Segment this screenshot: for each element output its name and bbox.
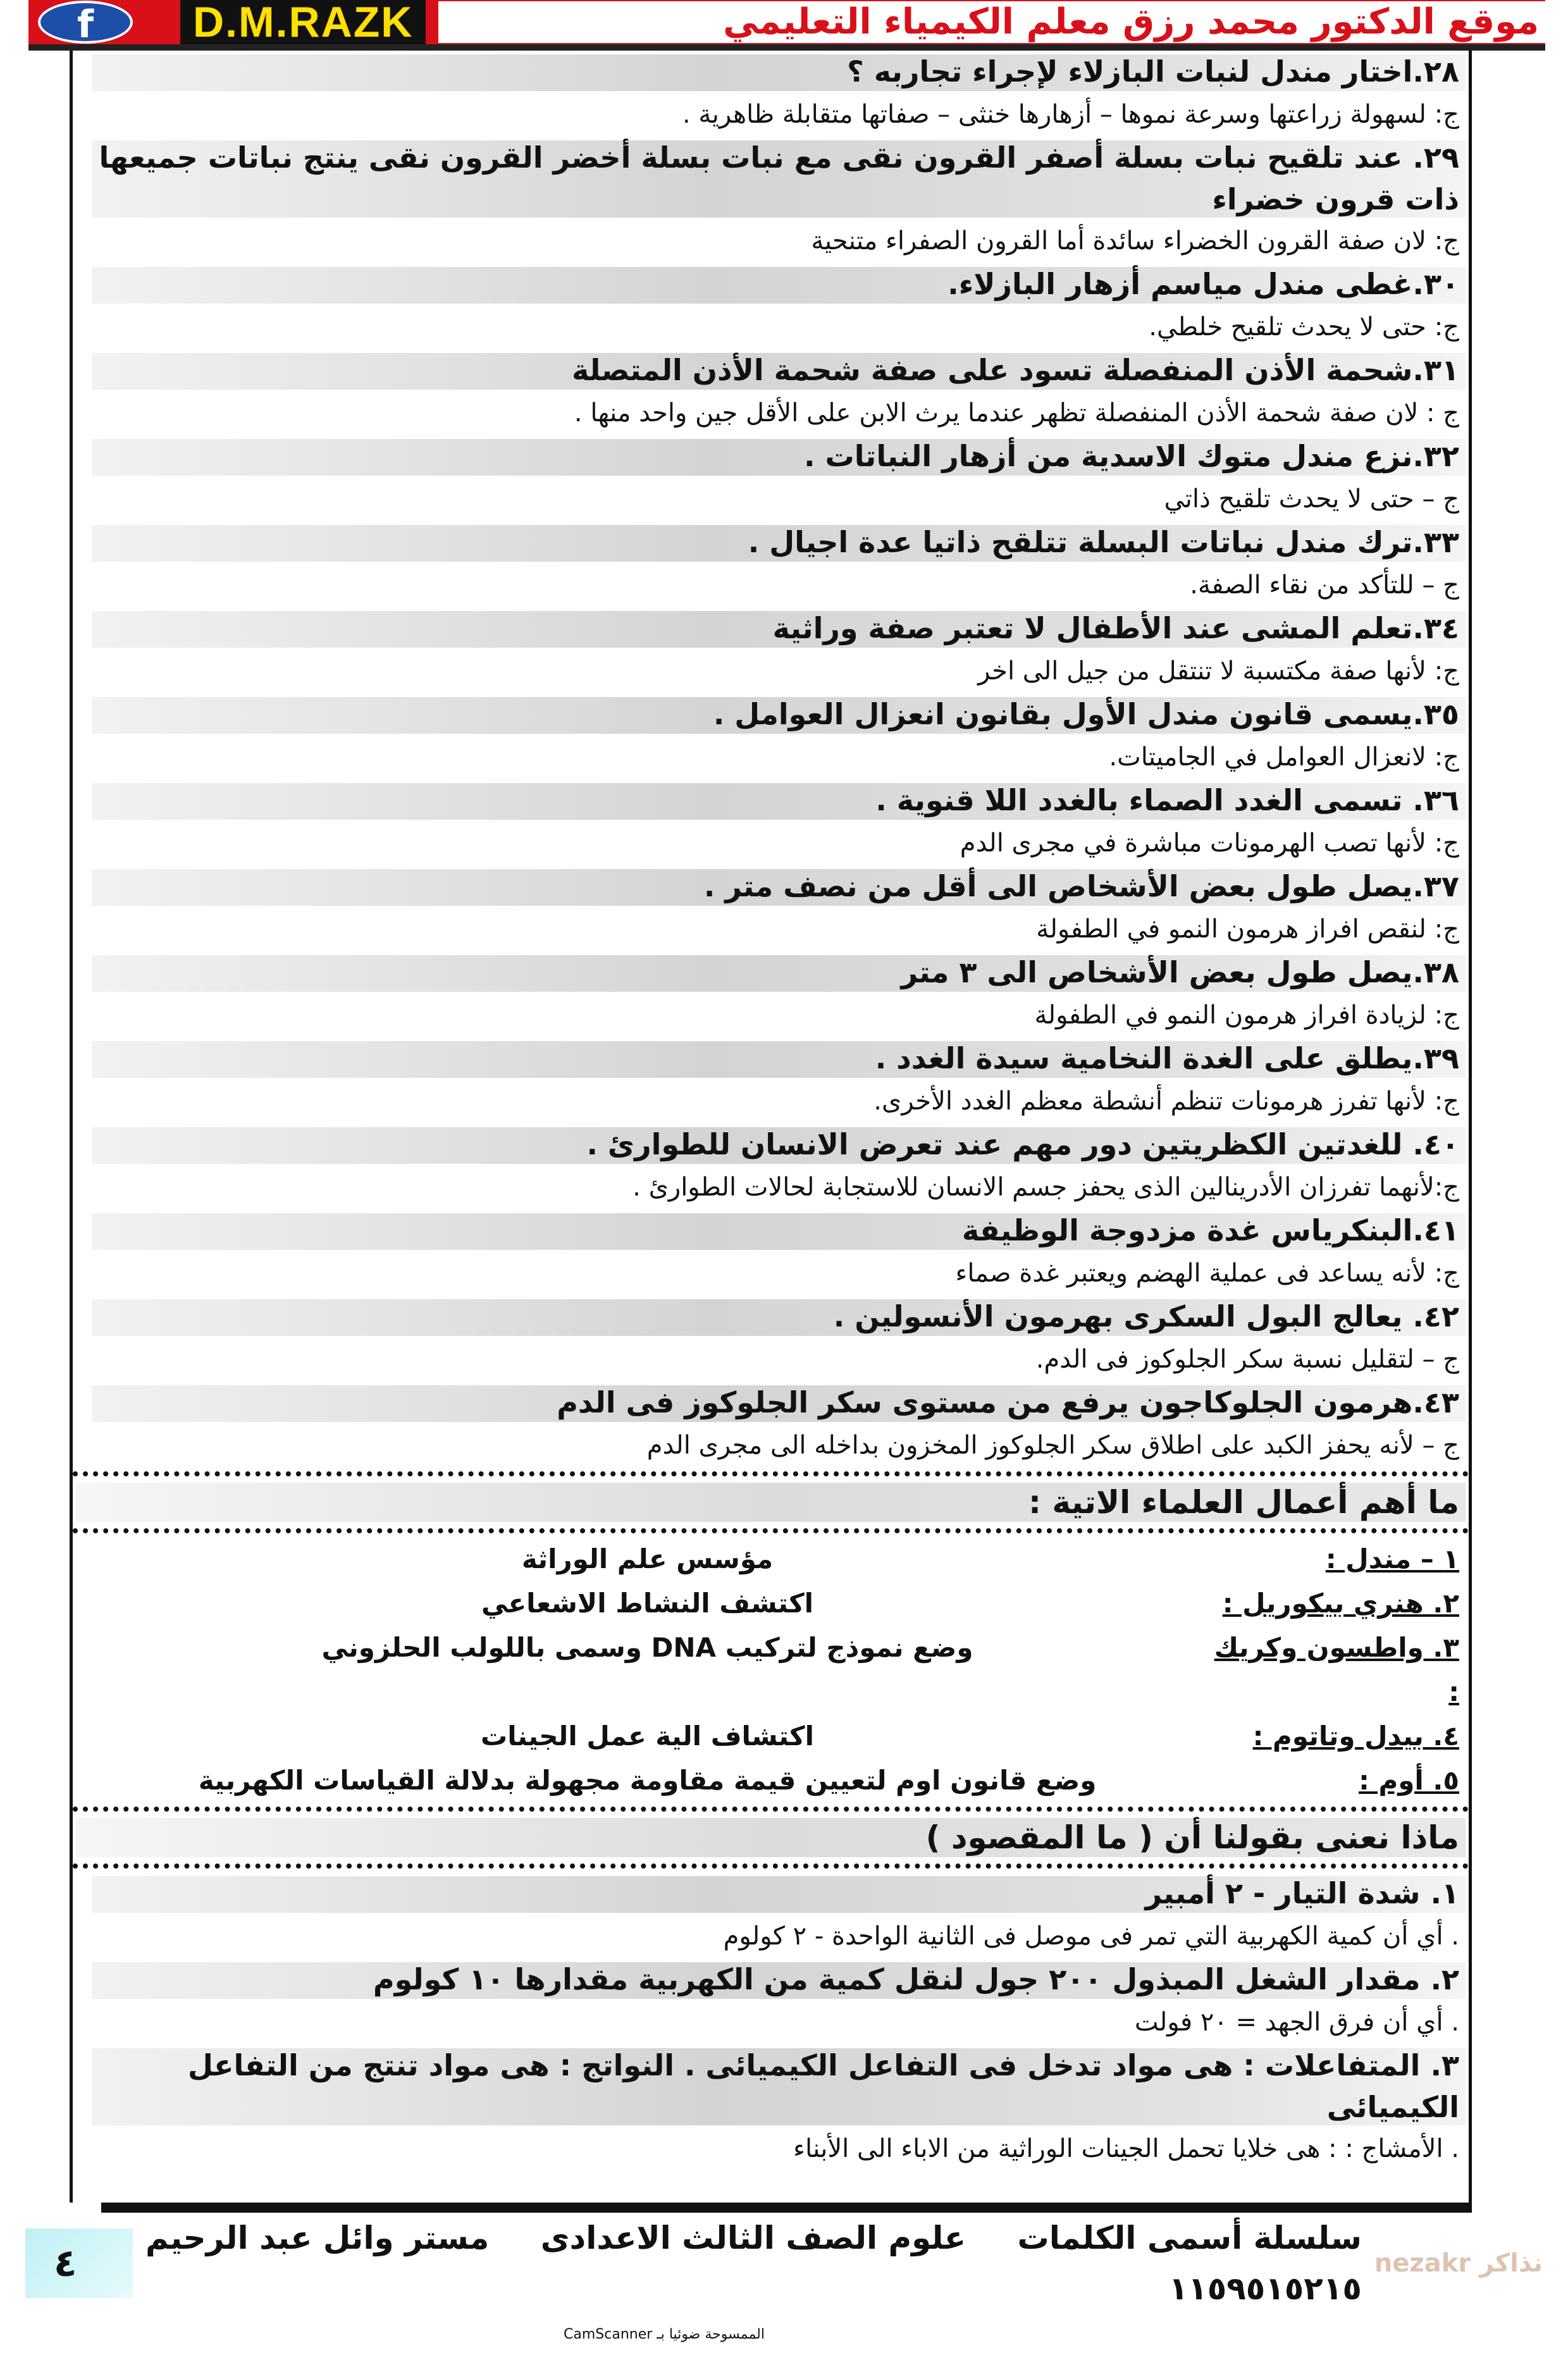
question: ٣١.شحمة الأذن المنفصلة تسود على صفة شحمة الأذن المتصلة (76, 349, 1466, 392)
footer-divider (101, 2203, 1472, 2213)
question: ٣٤.تعلم المشى عند الأطفال لا تعتبر صفة وراثية (76, 607, 1466, 650)
scientist-name: ٣. واطسون وكريك : (1214, 1632, 1459, 1707)
question: ٢٨.اختار مندل لنبات البازلاء لإجراء تجاربه ؟ (76, 51, 1466, 94)
footer-text (133, 2213, 1374, 2314)
scientist-name: ٢. هنري بيكوريل : (1222, 1588, 1459, 1619)
meaning-explanation: . أي أن فرق الجهد = ٢٠ فولت (1134, 2008, 1459, 2037)
header-bar (28, 0, 1545, 51)
footer-teacher: مستر وائل عبد الرحيم (145, 2220, 490, 2256)
answer: ج: لأنها تفرز هرمونات تنظم أنشطة معظم الغدد الأخرى. (874, 1087, 1459, 1116)
scientist-work: مؤسس علم الوراثة (521, 1543, 774, 1574)
scientist-row (76, 1626, 1466, 1714)
answer: ج: لزيادة افراز هرمون النمو في الطفولة (1034, 1001, 1459, 1030)
dotted-divider (73, 1471, 1469, 1476)
scientist-name: ٤. بيدل وتاتوم : (1252, 1721, 1459, 1752)
answer: ج : لان صفة شحمة الأذن المنفصلة تظهر عندما يرث الابن على الأقل جين واحد منها . (574, 399, 1459, 428)
question: ٢٩. عند تلقيح نبات بسلة أصفر القرون نقى مع نبات بسلة أخضر القرون نقى ينتج نباتات جميعها ذات قرون خضراء (76, 137, 1466, 220)
dotted-divider (73, 1807, 1469, 1812)
scientist-row (76, 1714, 1466, 1759)
answer: ج: لأنها تصب الهرمونات مباشرة في مجرى الدم (960, 829, 1459, 858)
answer: ج: حتى لا يحدث تلقيح خلطي. (1149, 312, 1459, 342)
dotted-divider (73, 1528, 1469, 1533)
scientist-work: وضع نموذج لتركيب DNA وسمى باللولب الحلزوني (321, 1632, 973, 1663)
scientist-row (76, 1581, 1466, 1626)
scientist-name: ١ – مندل : (1325, 1543, 1459, 1574)
section-heading-meanings: ماذا نعنى بقولنا أن ( ما المقصود ) (76, 1815, 1466, 1860)
answer: ج – لتقليل نسبة سكر الجلوكوز فى الدم. (1035, 1345, 1459, 1374)
question: ٤٢. يعالج البول السكرى بهرمون الأنسولين . (76, 1295, 1466, 1338)
answer: ج – لأنه يحفز الكبد على اطلاق سكر الجلوكوز المخزون بداخله الى مجرى الدم (646, 1431, 1459, 1460)
question: ٤١.البنكرياس غدة مزدوجة الوظيفة (76, 1209, 1466, 1252)
scientist-row (76, 1537, 1466, 1581)
meaning-term: ١. شدة التيار - ٢ أمبير (76, 1872, 1466, 1915)
facebook-icon: f (38, 1, 133, 44)
scientist-name: ٥. أوم : (1359, 1765, 1459, 1796)
answer: ج: لانعزال العوامل في الجاميتات. (1109, 743, 1459, 772)
question: ٣٨.يصل طول بعض الأشخاص الى ٣ متر (76, 951, 1466, 994)
bottom-spacer (76, 2171, 1466, 2203)
answer: ج: لان صفة القرون الخضراء سائدة أما القرون الصفراء متنحية (811, 226, 1459, 256)
footer (25, 2213, 1543, 2314)
question: ٣٧.يصل طول بعض الأشخاص الى أقل من نصف متر . (76, 865, 1466, 908)
footer-subject: علوم الصف الثالث الاعدادى (540, 2220, 966, 2256)
answer: ج: لأنه يساعد فى عملية الهضم ويعتبر غدة صماء (955, 1259, 1459, 1288)
answer: ج:لأنهما تفرزان الأدرينالين الذى يحفز جسم الانسان للاستجابة لحالات الطوارئ . (633, 1173, 1459, 1202)
meaning-explanation: . أي أن كمية الكهربية التي تمر فى موصل فى الثانية الواحدة - ٢ كولوم (723, 1922, 1459, 1951)
answer: ج: لأنها صفة مكتسبة لا تنتقل من جيل الى اخر (978, 657, 1459, 686)
scientist-row (76, 1759, 1466, 1803)
footer-series: سلسلة أسمى الكلمات (1017, 2220, 1362, 2256)
scientist-work: وضع قانون اوم لتعيين قيمة مقاومة مجهولة بدلالة القياسات الكهربية (198, 1765, 1097, 1796)
section-heading-scientists: ما أهم أعمال العلماء الاتية : (76, 1480, 1466, 1524)
footer-phone: ١١٥٩٥١٥٢١٥ (1168, 2270, 1362, 2307)
question: ٤٣.هرمون الجلوكاجون يرفع من مستوى سكر الجلوكوز فى الدم (76, 1381, 1466, 1425)
question: ٣٩.يطلق على الغدة النخامية سيدة الغدد . (76, 1037, 1466, 1080)
meaning-term: ٢. مقدار الشغل المبذول ٢٠٠ جول لنقل كمية من الكهربية مقدارها ١٠ كولوم (76, 1958, 1466, 2001)
dotted-divider (73, 1864, 1469, 1869)
question: ٤٠. للغدتين الكظريتين دور مهم عند تعرض الانسان للطوارئ . (76, 1123, 1466, 1166)
site-title: موقع الدكتور محمد رزق معلم الكيمياء التعليمي (438, 1, 1545, 43)
scientist-work: اكتشاف الية عمل الجينات (481, 1721, 814, 1752)
question: ٣٢.نزع مندل متوك الاسدية من أزهار النباتات . (76, 435, 1466, 478)
answer: ج – للتأكد من نقاء الصفة. (1190, 571, 1459, 600)
question: ٣٣.ترك مندل نباتات البسلة تتلقح ذاتيا عدة اجيال . (76, 521, 1466, 564)
meaning-explanation: . الأمشاج : : هى خلايا تحمل الجينات الوراثية من الاباء الى الأبناء (793, 2134, 1459, 2163)
answer: ج – حتى لا يحدث تلقيح ذاتي (1164, 485, 1459, 514)
question: ٣٦. تسمى الغدد الصماء بالغدد اللا قنوية . (76, 779, 1466, 822)
question: ٣٠.غطى مندل مياسم أزهار البازلاء. (76, 263, 1466, 306)
answer: ج: لسهولة زراعتها وسرعة نموها – أزهارها خنثى – صفاتها متقابلة ظاهرية . (682, 100, 1459, 129)
document-body (70, 51, 1472, 2203)
watermark-logo: نذاكر nezakr (1374, 2249, 1543, 2278)
answer: ج: لنقص افراز هرمون النمو في الطفولة (1036, 915, 1459, 944)
brand-logo: D.M.RAZK (180, 0, 426, 44)
camscanner-label: الممسوحة ضوئيا بـ CamScanner (564, 2327, 765, 2342)
page-number: ٤ (25, 2228, 133, 2298)
question: ٣٥.يسمى قانون مندل الأول بقانون انعزال العوامل . (76, 693, 1466, 736)
scientist-work: اكتشف النشاط الاشعاعي (481, 1588, 814, 1619)
meaning-term: ٣. المتفاعلات : هى مواد تدخل فى التفاعل الكيميائى . النواتج : هى مواد تنتج من التفاعل الكيميائى (76, 2044, 1466, 2128)
